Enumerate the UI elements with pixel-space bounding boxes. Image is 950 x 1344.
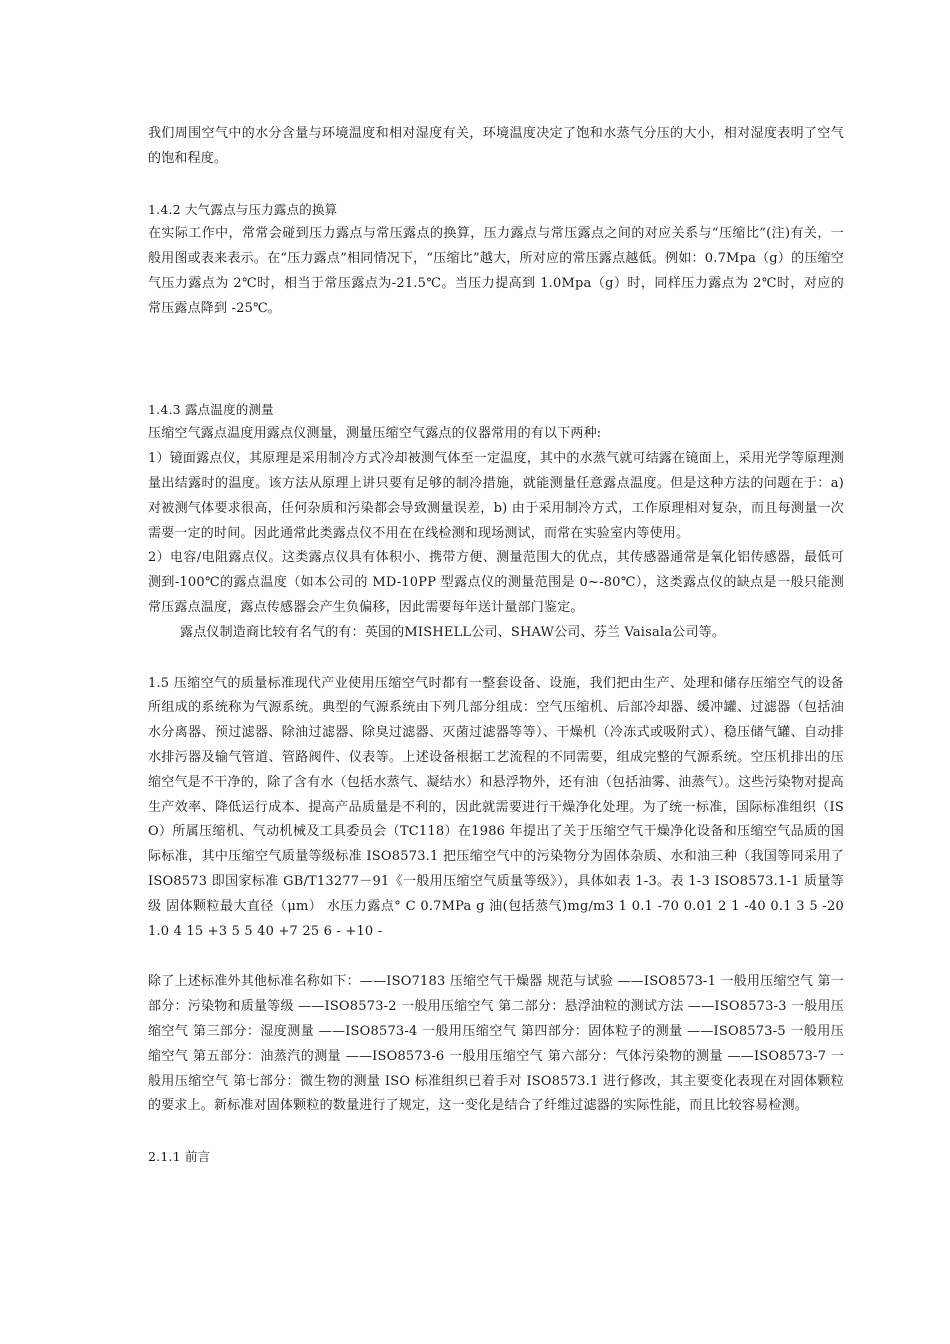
document-page	[148, 122, 844, 1170]
measurement-intro-line: 压缩空气露点温度用露点仪测量，测量压缩空气露点的仪器常用的有以下两种:	[148, 426, 602, 442]
other-standards-paragraph: 除了上述标准外其他标准名称如下：——ISO7183 压缩空气干燥器 规范与试验 ——ISO8573-1 一般用压缩空气 第一部分：污染物和质量等级 ——ISO8573-2 一般用压缩空气 第二部分：悬浮油粒的测试方法 ——ISO8573-3 一般用压缩空气 第三部分：湿度测量 ——ISO8573-4 一般用压缩空气 第四部分：固体粒子的测量 ——ISO8573-5 一般用压缩空气 第五部分：油蒸汽的测量 ——ISO8573-6 一般用压缩空气 第六部分：气体污染物的测量 ——ISO8573-7 一般用压缩空气 第七部分：微生物的测量 ISO 标准组织已着手对 ISO8573.1 进行修改，其主要变化表现在对固体颗粒的要求上。新标准对固体颗粒的数量进行了规定，这一变化是结合了纤维过滤器的实际性能，而且比较容易检测。	[148, 974, 844, 1114]
section-body-1-4-2: 在实际工作中，常常会碰到压力露点与常压露点的换算，压力露点与常压露点之间的对应关系与“压缩比”(注)有关，一般用图或表来表示。在“压力露点”相同情况下，“压缩比”越大，所对应的常压露点越低。例如：0.7Mpa（g）的压缩空气压力露点为 2℃时，相当于常压露点为-21.5℃。当压力提高到 1.0Mpa（g）时，同样压力露点为 2℃时，对应的常压露点降到 -25℃。	[148, 226, 844, 316]
section-heading-1-4-3: 1.4.3 露点温度的测量	[148, 401, 274, 417]
intro-paragraph: 我们周围空气中的水分含量与环境温度和相对湿度有关，环境温度决定了饱和水蒸气分压的大小，相对湿度表明了空气的饱和程度。	[148, 126, 844, 166]
section-body-1-5: 1.5 压缩空气的质量标准现代产业使用压缩空气时都有一整套设备、设施，我们把由生产、处理和储存压缩空气的设备所组成的系统称为气源系统。典型的气源系统由下列几部分组成：空气压缩机、后部冷却器、缓冲罐、过滤器（包括油水分离器、预过滤器、除油过滤器、除臭过滤器、灭菌过滤器等等）、干燥机（冷冻式或吸附式）、稳压储气罐、自动排水排污器及输气管道、管路阀件、仪表等。上述设备根据工艺流程的不同需要，组成完整的气源系统。空压机排出的压缩空气是不干净的，除了含有水（包括水蒸气、凝结水）和悬浮物外，还有油（包括油雾、油蒸气）。这些污染物对提高生产效率、降低运行成本、提高产品质量是不利的，因此就需要进行干燥净化处理。为了统一标准，国际标准组织（ISO）所属压缩机、气动机械及工具委员会（TC118）在1986 年提出了关于压缩空气干燥净化设备和压缩空气品质的国际标准，其中压缩空气质量等级标准 ISO8573.1 把压缩空气中的污染物分为固体杂质、水和油三种（我国等同采用了 ISO8573 即国家标准 GB/T13277－91《一般用压缩空气质量等级》），具体如表 1-3。表 1-3 ISO8573.1-1 质量等级 固体颗粒最大直径（μm） 水压力露点° C 0.7MPa g 油(包括蒸气)mg/m3 1 0.1 -70 0.01 2 1 -40 0.1 3 5 -20 1.0 4 15 +3 5 5 40 +7 25 6 - +10 -	[148, 675, 844, 939]
manufacturers-paragraph: 露点仪制造商比较有名气的有：英国的MISHELL公司、SHAW公司、芬兰 Vaisala公司等。	[180, 624, 726, 640]
spacer	[148, 646, 844, 672]
spacer	[148, 1119, 844, 1145]
spacer	[148, 944, 844, 970]
spacer	[148, 322, 844, 398]
mirror-hygrometer-paragraph: 1）镜面露点仪，其原理是采用制冷方式冷却被测气体至一定温度，其中的水蒸气就可结露在镜面上，采用光学等原理测量出结露时的温度。该方法从原理上讲只要有足够的制冷措施，就能测量任意露点温度。但是这种方法的问题在于：a) 对被测气体要求很高，任何杂质和污染都会导致测量误差，b) 由于采用制冷方式，工作原理相对复杂，而且每测量一次需要一定的时间。因此通常此类露点仪不用在在线检测和现场测试，而常在实验室内等使用。	[148, 451, 844, 541]
section-heading-2-1-1: 2.1.1 前言	[148, 1149, 211, 1165]
spacer	[148, 172, 844, 198]
capacitive-hygrometer-paragraph: 2）电容/电阻露点仪。这类露点仪具有体积小、携带方便、测量范围大的优点，其传感器通常是氧化铝传感器，最低可测到-100℃的露点温度（如本公司的 MD-10PP 型露点仪的测量范围是 0~-80℃），这类露点仪的缺点是一般只能测常压露点温度，露点传感器会产生负偏移，因此需要每年送计量部门鉴定。	[148, 550, 844, 615]
section-heading-1-4-2: 1.4.2 大气露点与压力露点的换算	[148, 201, 338, 217]
